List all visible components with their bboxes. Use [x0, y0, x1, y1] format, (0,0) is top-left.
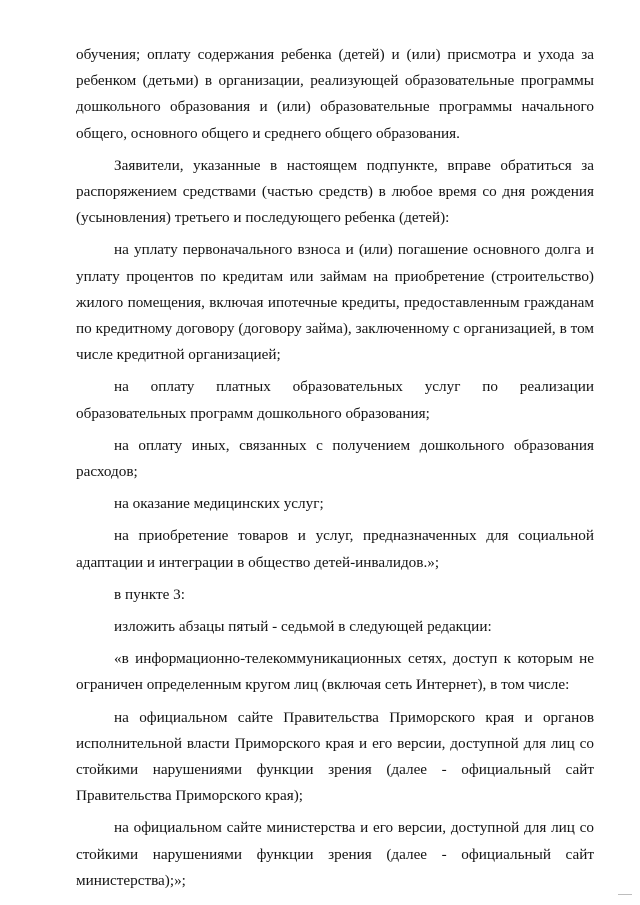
paragraph-medical: на оказание медицинских услуг;	[114, 495, 324, 513]
paragraph-applicants: Заявители, указанные в настоящем подпункте, вправе обратиться за распоряжением средствами (частью средств) в любое время со дня рождения (усыновления) третьего и последующего ребенка (детей):	[76, 156, 594, 227]
paragraph-paid-education: на оплату платных образовательных услуг по реализации образовательных программ дошкольного образования;	[76, 378, 594, 422]
paragraph-continuation: обучения; оплату содержания ребенка (детей) и (или) присмотра и ухода за ребенком (детьми) в организации, реализующей образовательные программы дошкольного образования и (или) образовательные программы начального общего, основного общего и среднего общего образования.	[76, 46, 594, 142]
paragraph-internet: «в информационно-телекоммуникационных сетях, доступ к которым не ограничен определенным кругом лиц (включая сеть Интернет), в том числе:	[76, 650, 594, 694]
paragraph-other-expenses: на оплату иных, связанных с получением дошкольного образования расходов;	[76, 436, 594, 481]
paragraph-ministry-site: на официальном сайте министерства и его версии, доступной для лиц со стойкими нарушениями функции зрения (далее - официальный сайт министерства);»;	[76, 819, 594, 889]
paragraph-mortgage: на уплату первоначального взноса и (или) погашение основного долга и уплату процентов по кредитам или займам на приобретение (строительство) жилого помещения, включая ипотечные кредиты, предоставленным гражданам по кредитному договору (договору займа), заключенному с организацией, в том числе кредитной организацией;	[76, 241, 594, 364]
paragraph-amend-instruction: изложить абзацы пятый - седьмой в следующей редакции:	[114, 618, 492, 636]
paragraph-government-site: на официальном сайте Правительства Приморского края и органов исполнительной власти Приморского края и его версии, доступной для лиц со стойкими нарушениями функции зрения (далее - официальный сайт Правительства Приморского края);	[76, 708, 594, 805]
paragraph-point-3: в пункте 3:	[114, 585, 185, 603]
paragraph-disabled-children: на приобретение товаров и услуг, предназначенных для социальной адаптации и интеграции в общество детей-инвалидов.»;	[76, 527, 594, 571]
page-edge-mark	[618, 894, 632, 895]
document-page	[76, 42, 594, 900]
